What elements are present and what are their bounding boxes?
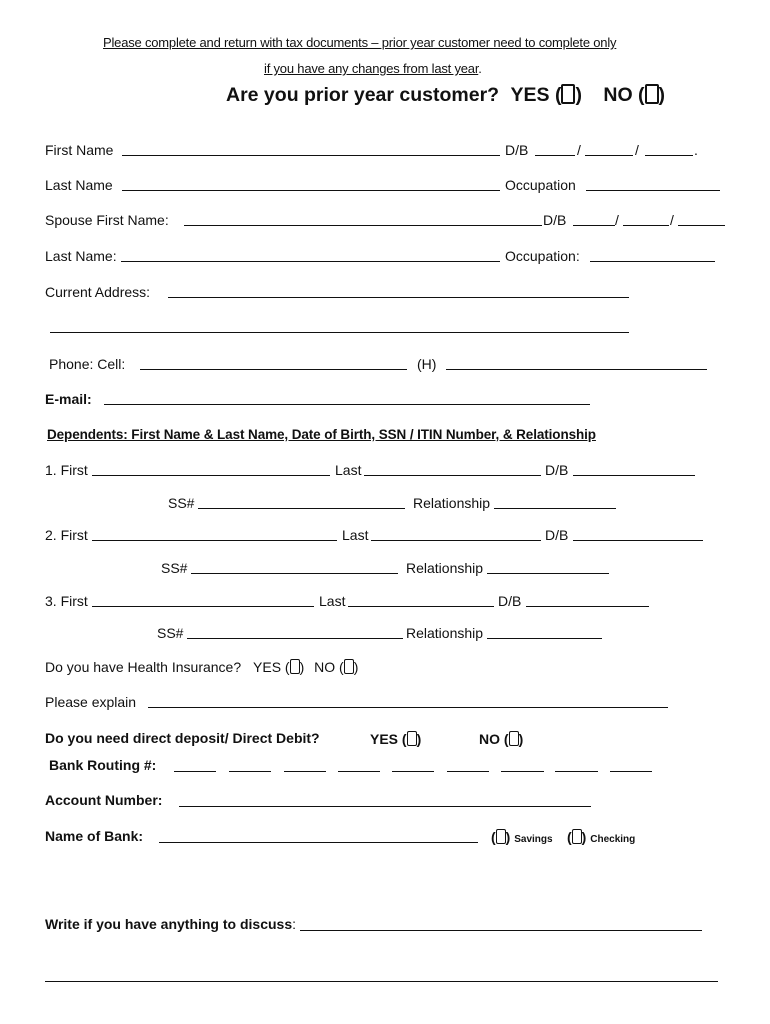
health-no-close: ) [353,659,359,675]
email-label: E-mail: [45,391,92,407]
dependent-1-number: 1. [45,462,57,478]
dependent-3-relationship-label: Relationship [406,625,484,641]
dependent-3-dob-label: D/B [498,593,522,609]
instructions-line-2-text: if you have any changes from last year [264,61,479,76]
discuss-colon: : [292,916,297,932]
bank-routing-label: Bank Routing #: [49,757,157,773]
dependent-3-last-label: Last [319,593,346,609]
dependent-1-ss-field[interactable] [198,508,405,509]
health-yes-label: YES ( [253,659,290,675]
dependent-2-last-label: Last [342,527,369,543]
routing-digit-field[interactable] [284,771,326,772]
phone-home-field[interactable] [446,369,707,370]
routing-digit-field[interactable] [610,771,652,772]
phone-home-label: (H) [417,356,437,372]
dependent-1-relationship-label: Relationship [413,495,491,511]
direct-deposit-yes-label: YES ( [370,731,407,747]
bank-name-field[interactable] [159,842,478,843]
dependent-3-dob-field[interactable] [526,606,649,607]
spouse-last-name-field[interactable] [121,261,500,262]
prior-year-no-label: NO ( [603,84,645,106]
dependent-3-label [45,594,88,608]
direct-deposit-no-checkbox[interactable] [509,731,519,746]
occupation-field[interactable] [586,190,720,191]
dependent-1-relationship-field[interactable] [494,508,616,509]
dob-label: D/B [505,142,529,158]
routing-digit-field[interactable] [174,771,216,772]
last-name-label: Last Name [45,177,113,193]
spouse-last-name-label: Last Name: [45,248,117,264]
current-address-field-1[interactable] [168,297,629,298]
prior-year-question [226,84,665,106]
direct-deposit-yes-checkbox[interactable] [407,731,417,746]
current-address-field-2[interactable] [50,332,629,333]
checking-label: Checking [590,834,636,845]
dependent-3-ss-field[interactable] [187,638,403,639]
routing-digit-field[interactable] [338,771,380,772]
direct-deposit-row [45,731,320,745]
direct-deposit-no [479,731,523,746]
checking-close: ) [581,829,587,845]
checking-open: ( [567,829,572,845]
health-yes-close: ) [299,659,305,675]
spouse-first-name-field[interactable] [184,225,542,226]
account-number-field[interactable] [179,806,591,807]
savings-close: ) [505,829,511,845]
dependent-3-number: 3. [45,593,57,609]
dependent-2-first-label: First [60,527,88,543]
discuss-label-text: Write if you have anything to discuss [45,916,293,932]
dependent-2-first-field[interactable] [92,540,337,541]
dependent-2-relationship-label: Relationship [406,560,484,576]
health-insurance-question: Do you have Health Insurance? [45,659,242,675]
dependent-3-ss-label: SS# [157,625,184,641]
first-name-field[interactable] [122,155,500,156]
please-explain-label: Please explain [45,694,137,710]
spouse-dob-year-field[interactable] [678,225,725,226]
dependent-2-label [45,528,88,542]
spouse-dob-label: D/B [543,212,567,228]
occupation-label: Occupation [505,177,576,193]
dependent-2-dob-field[interactable] [573,540,703,541]
dependent-1-dob-label: D/B [545,462,569,478]
routing-digit-field[interactable] [229,771,271,772]
savings-label: Savings [514,834,553,845]
dob-year-field[interactable] [645,155,693,156]
routing-digit-field[interactable] [392,771,434,772]
health-no-label: NO ( [314,659,344,675]
dependent-2-ss-field[interactable] [191,573,398,574]
please-explain-field[interactable] [148,707,668,708]
dependent-3-last-field[interactable] [348,606,494,607]
discuss-label [45,917,296,931]
dependent-3-relationship-field[interactable] [487,638,602,639]
dependent-2-ss-label: SS# [161,560,188,576]
spouse-occupation-label: Occupation: [505,248,580,264]
dependent-2-last-field[interactable] [371,540,541,541]
prior-year-no-close: ) [658,84,666,106]
routing-digit-field[interactable] [447,771,489,772]
dob-day-field[interactable] [585,155,633,156]
email-field[interactable] [104,404,590,405]
direct-deposit-no-close: ) [518,731,524,747]
dependent-2-dob-label: D/B [545,527,569,543]
direct-deposit-yes-close: ) [416,731,422,747]
spouse-dob-slash-1: / [615,212,619,228]
prior-year-question-text: Are you prior year customer? [226,84,500,106]
discuss-field-2[interactable] [45,981,718,982]
routing-digit-field[interactable] [555,771,598,772]
direct-deposit-yes [370,731,421,746]
first-name-label: First Name [45,142,114,158]
dependent-1-last-label: Last [335,462,362,478]
instructions-line-1: Please complete and return with tax documents – prior year customer need to complete only [103,35,617,50]
dependent-1-last-field[interactable] [364,475,541,476]
account-number-label: Account Number: [45,792,163,808]
spouse-dob-slash-2: / [670,212,674,228]
direct-deposit-question: Do you need direct deposit/ Direct Debit? [45,730,320,746]
dependent-1-dob-field[interactable] [573,475,695,476]
savings-option [491,829,553,845]
dependent-3-first-label: First [60,593,88,609]
dependent-1-ss-label: SS# [168,495,195,511]
dob-period: . [694,142,698,158]
phone-cell-label: Phone: Cell: [49,356,126,372]
direct-deposit-no-label: NO ( [479,731,509,747]
spouse-occupation-field[interactable] [590,261,715,262]
discuss-field-1[interactable] [300,930,702,931]
dependent-2-relationship-field[interactable] [487,573,609,574]
routing-digit-field[interactable] [501,771,544,772]
spouse-dob-day-field[interactable] [623,225,669,226]
checking-checkbox[interactable] [572,829,582,844]
spouse-dob-month-field[interactable] [573,225,615,226]
dependent-1-label [45,463,88,477]
savings-open: ( [491,829,496,845]
phone-cell-field[interactable] [140,369,407,370]
dependent-1-first-label: First [60,462,88,478]
prior-year-yes-close: ) [575,84,582,106]
health-insurance-row [45,659,358,674]
dependent-1-first-field[interactable] [92,475,330,476]
dob-slash-2: / [635,142,639,158]
dependents-heading: Dependents: First Name & Last Name, Date of Birth, SSN / ITIN Number, & Relationship [47,427,596,442]
savings-checkbox[interactable] [496,829,506,844]
prior-year-no-checkbox[interactable] [645,84,659,104]
bank-name-label: Name of Bank: [45,828,144,844]
instructions-line-2 [264,62,482,75]
health-no-checkbox[interactable] [344,659,354,674]
dependent-2-number: 2. [45,527,57,543]
prior-year-yes-checkbox[interactable] [561,84,575,104]
dob-slash-1: / [577,142,581,158]
last-name-field[interactable] [122,190,500,191]
health-yes-checkbox[interactable] [290,659,300,674]
current-address-label: Current Address: [45,284,151,300]
spouse-first-name-label: Spouse First Name: [45,212,169,228]
checking-option [567,829,635,845]
dependent-3-first-field[interactable] [92,606,314,607]
instructions-line-2-period: . [478,61,482,76]
prior-year-yes-label: YES ( [510,84,562,106]
dob-month-field[interactable] [535,155,575,156]
